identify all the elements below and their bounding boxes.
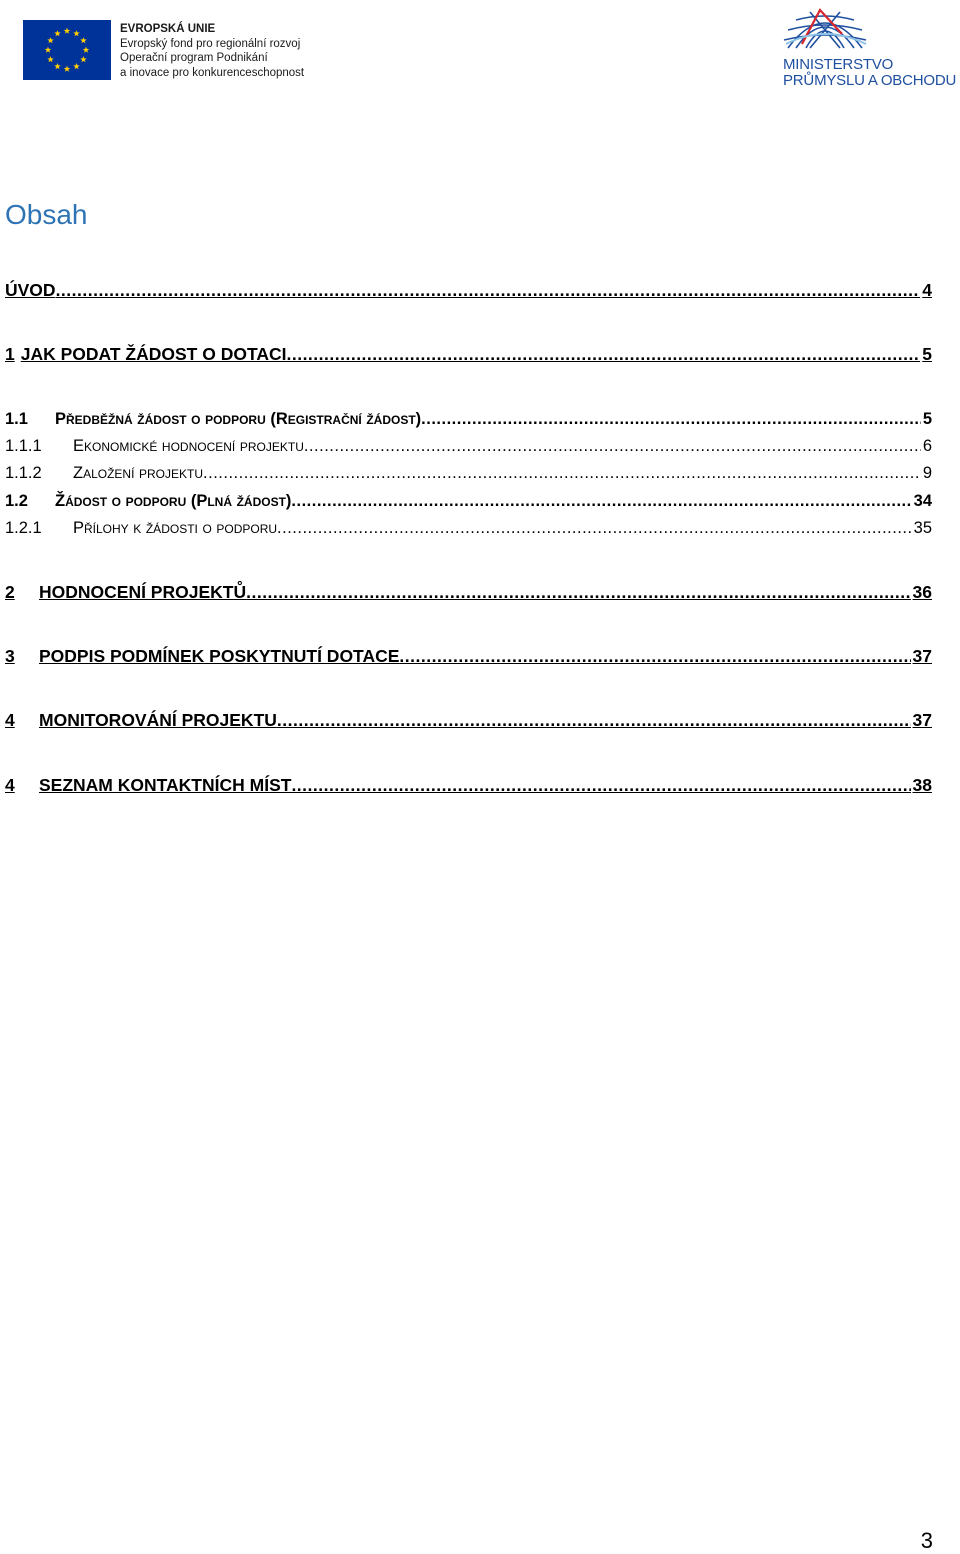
mpo-logo-text: [783, 57, 956, 89]
toc-entry-number: 2: [5, 582, 15, 602]
globe-icon: [780, 4, 870, 56]
eu-logo-line: Evropský fond pro regionální rozvoj: [120, 37, 301, 50]
toc-entry[interactable]: [5, 581, 932, 603]
toc-entry[interactable]: [5, 645, 932, 667]
toc-entry-number: 1.1.1: [5, 437, 42, 455]
toc-entry-number: 4: [5, 710, 15, 730]
toc-entry-page: 35: [913, 519, 932, 537]
toc-entry-leader: [286, 344, 920, 365]
mpo-logo: [780, 4, 958, 92]
toc-entry-leader: [304, 437, 921, 456]
toc-entry[interactable]: [5, 774, 932, 796]
mpo-logo-line: PRŮMYSLU A OBCHODU: [783, 72, 957, 89]
toc-entry-page: 36: [912, 582, 932, 602]
toc-entry[interactable]: [5, 489, 932, 511]
toc-entry-label: JAK PODAT ŽÁDOST O DOTACI: [20, 344, 287, 364]
toc-entry-page: 34: [913, 492, 932, 510]
toc-entry-label: Založení projektu: [73, 464, 204, 482]
eu-flag-icon: [23, 20, 111, 80]
toc-entry-label: PODPIS PODMÍNEK POSKYTNUTÍ DOTACE: [39, 646, 400, 666]
toc-entry[interactable]: [5, 461, 932, 483]
toc-entry-number: 1.2: [5, 492, 28, 510]
toc-entry-number: 1.2.1: [5, 519, 42, 537]
toc-entry-label: Předběžná žádost o podporu (Registrační žádost): [55, 410, 422, 428]
toc-entry-leader: [246, 582, 910, 603]
toc-entry-page: 6: [922, 437, 932, 455]
mpo-logo-line: MINISTERSTVO: [783, 56, 894, 73]
toc-entry-label: Ekonomické hodnocení projektu: [73, 437, 304, 455]
toc-entry-label: SEZNAM KONTAKTNÍCH MÍST: [39, 775, 292, 795]
toc-entry-number: 3: [5, 646, 15, 666]
eu-logo: [23, 20, 313, 82]
toc-entry-label: ÚVOD: [5, 280, 56, 300]
toc-entry-number: 1.1.2: [5, 464, 42, 482]
toc-entry-label: Žádost o podporu (Plná žádost): [55, 492, 292, 510]
eu-logo-line: EVROPSKÁ UNIE: [120, 23, 216, 35]
toc-entry-page: 5: [922, 410, 932, 428]
toc-entry-leader: [277, 519, 912, 538]
toc-entry-number: 1: [5, 344, 15, 364]
toc-entry-leader: [203, 464, 921, 483]
toc-entry[interactable]: [5, 343, 932, 365]
toc-entry[interactable]: [5, 709, 932, 731]
toc-entry-leader: [399, 646, 910, 667]
toc-entry-page: 38: [912, 775, 932, 795]
toc-entry-leader: [421, 410, 921, 429]
eu-logo-line: Operační program Podnikání: [120, 52, 268, 65]
toc-entry[interactable]: [5, 279, 932, 301]
toc-entry-label: MONITOROVÁNÍ PROJEKTU: [39, 710, 277, 730]
toc-entry-page: 9: [922, 464, 932, 482]
page-number: 3: [920, 1528, 933, 1553]
toc-entry-page: 4: [922, 280, 932, 300]
toc-entry-label: HODNOCENÍ PROJEKTŮ: [39, 582, 247, 602]
eu-logo-text: [120, 22, 304, 80]
toc-entry[interactable]: [5, 434, 932, 456]
toc-entry-label: Přílohy k žádosti o podporu: [73, 519, 278, 537]
toc-entry-page: 37: [912, 646, 932, 666]
toc-entry-page: 37: [912, 710, 932, 730]
toc-entry-number: 1.1: [5, 410, 28, 428]
toc-entry-leader: [291, 492, 911, 511]
toc-entry-page: 5: [922, 344, 932, 364]
toc-entry-number: 4: [5, 775, 15, 795]
toc-entry[interactable]: [5, 407, 932, 429]
toc-entry[interactable]: [5, 516, 932, 538]
toc-title: Obsah: [5, 199, 88, 230]
toc-entry-leader: [277, 710, 911, 731]
toc-entry-leader: [56, 280, 921, 301]
toc-entry-leader: [291, 775, 910, 796]
eu-logo-line: a inovace pro konkurenceschopnost: [120, 66, 305, 79]
